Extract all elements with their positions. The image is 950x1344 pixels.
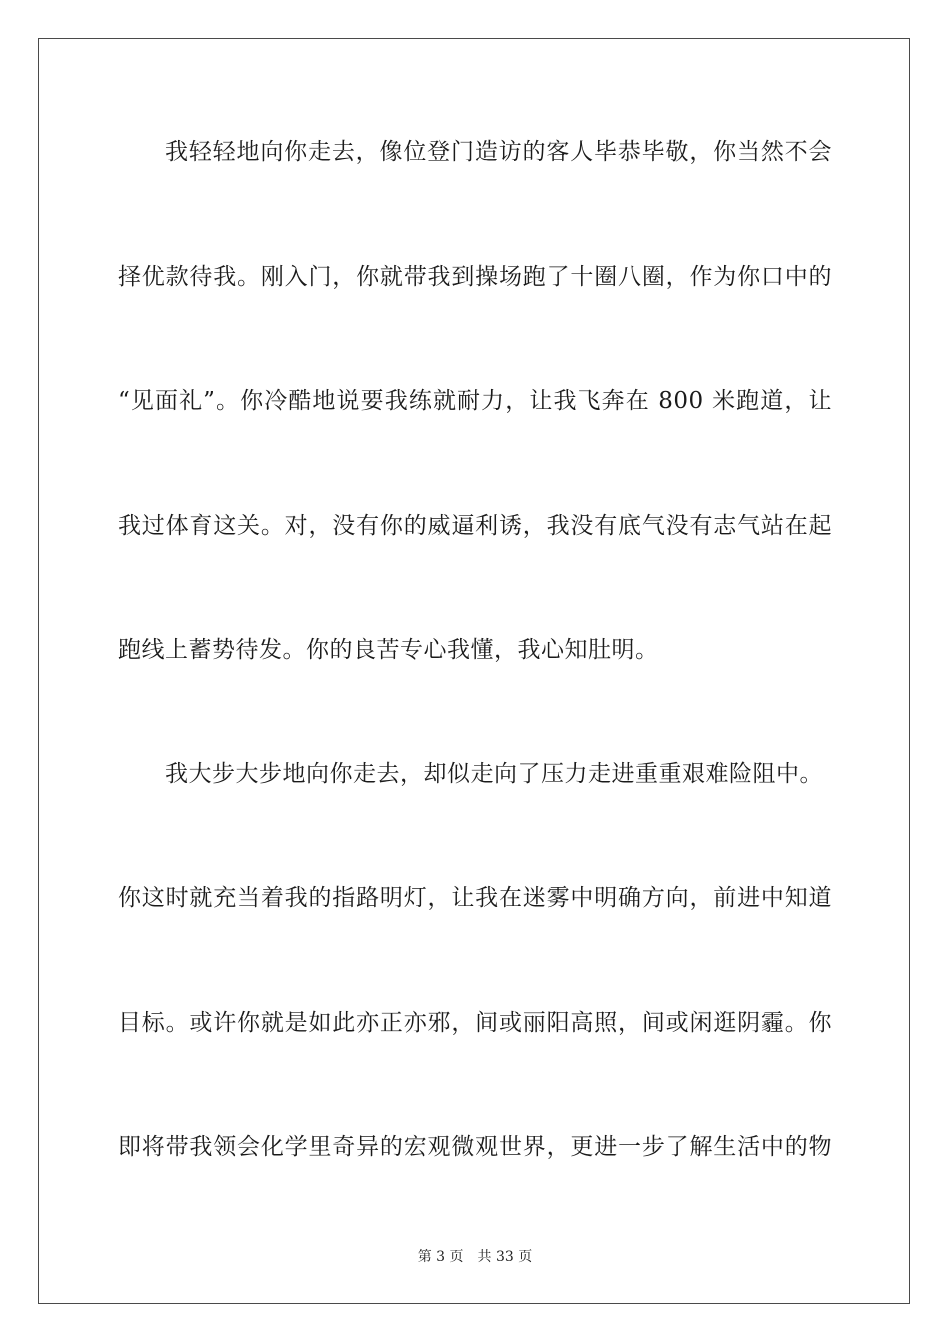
page-frame xyxy=(38,38,910,1304)
paragraph-line-9: 即将带我领会化学里奇异的宏观微观世界，更进一步了解生活中的物 xyxy=(118,1134,832,1160)
paragraph-line-1: 我轻轻地向你走去，像位登门造访的客人毕恭毕敬，你当然不会 xyxy=(165,139,832,165)
paragraph-line-2: 择优款待我。刚入门，你就带我到操场跑了十圈八圈，作为你口中的 xyxy=(118,264,832,290)
paragraph-line-8: 目标。或许你就是如此亦正亦邪，间或丽阳高照，间或闲逛阴霾。你 xyxy=(118,1010,832,1036)
page-footer xyxy=(0,1248,950,1266)
paragraph-line-6: 我大步大步地向你走去，却似走向了压力走进重重艰难险阻中。 xyxy=(165,761,823,787)
paragraph-line-7: 你这时就充当着我的指路明灯，让我在迷雾中明确方向，前进中知道 xyxy=(118,885,832,911)
paragraph-line-4: 我过体育这关。对，没有你的威逼利诱，我没有底气没有志气站在起 xyxy=(118,513,832,539)
paragraph-line-5: 跑线上蓄势待发。你的良苦专心我懂，我心知肚明。 xyxy=(118,637,659,663)
paragraph-line-3: “见面礼”。你冷酷地说要我练就耐力，让我飞奔在 800 米跑道，让 xyxy=(118,388,832,414)
page-number: 第 3 页 xyxy=(417,1249,464,1265)
page-total: 共 33 页 xyxy=(477,1249,533,1265)
